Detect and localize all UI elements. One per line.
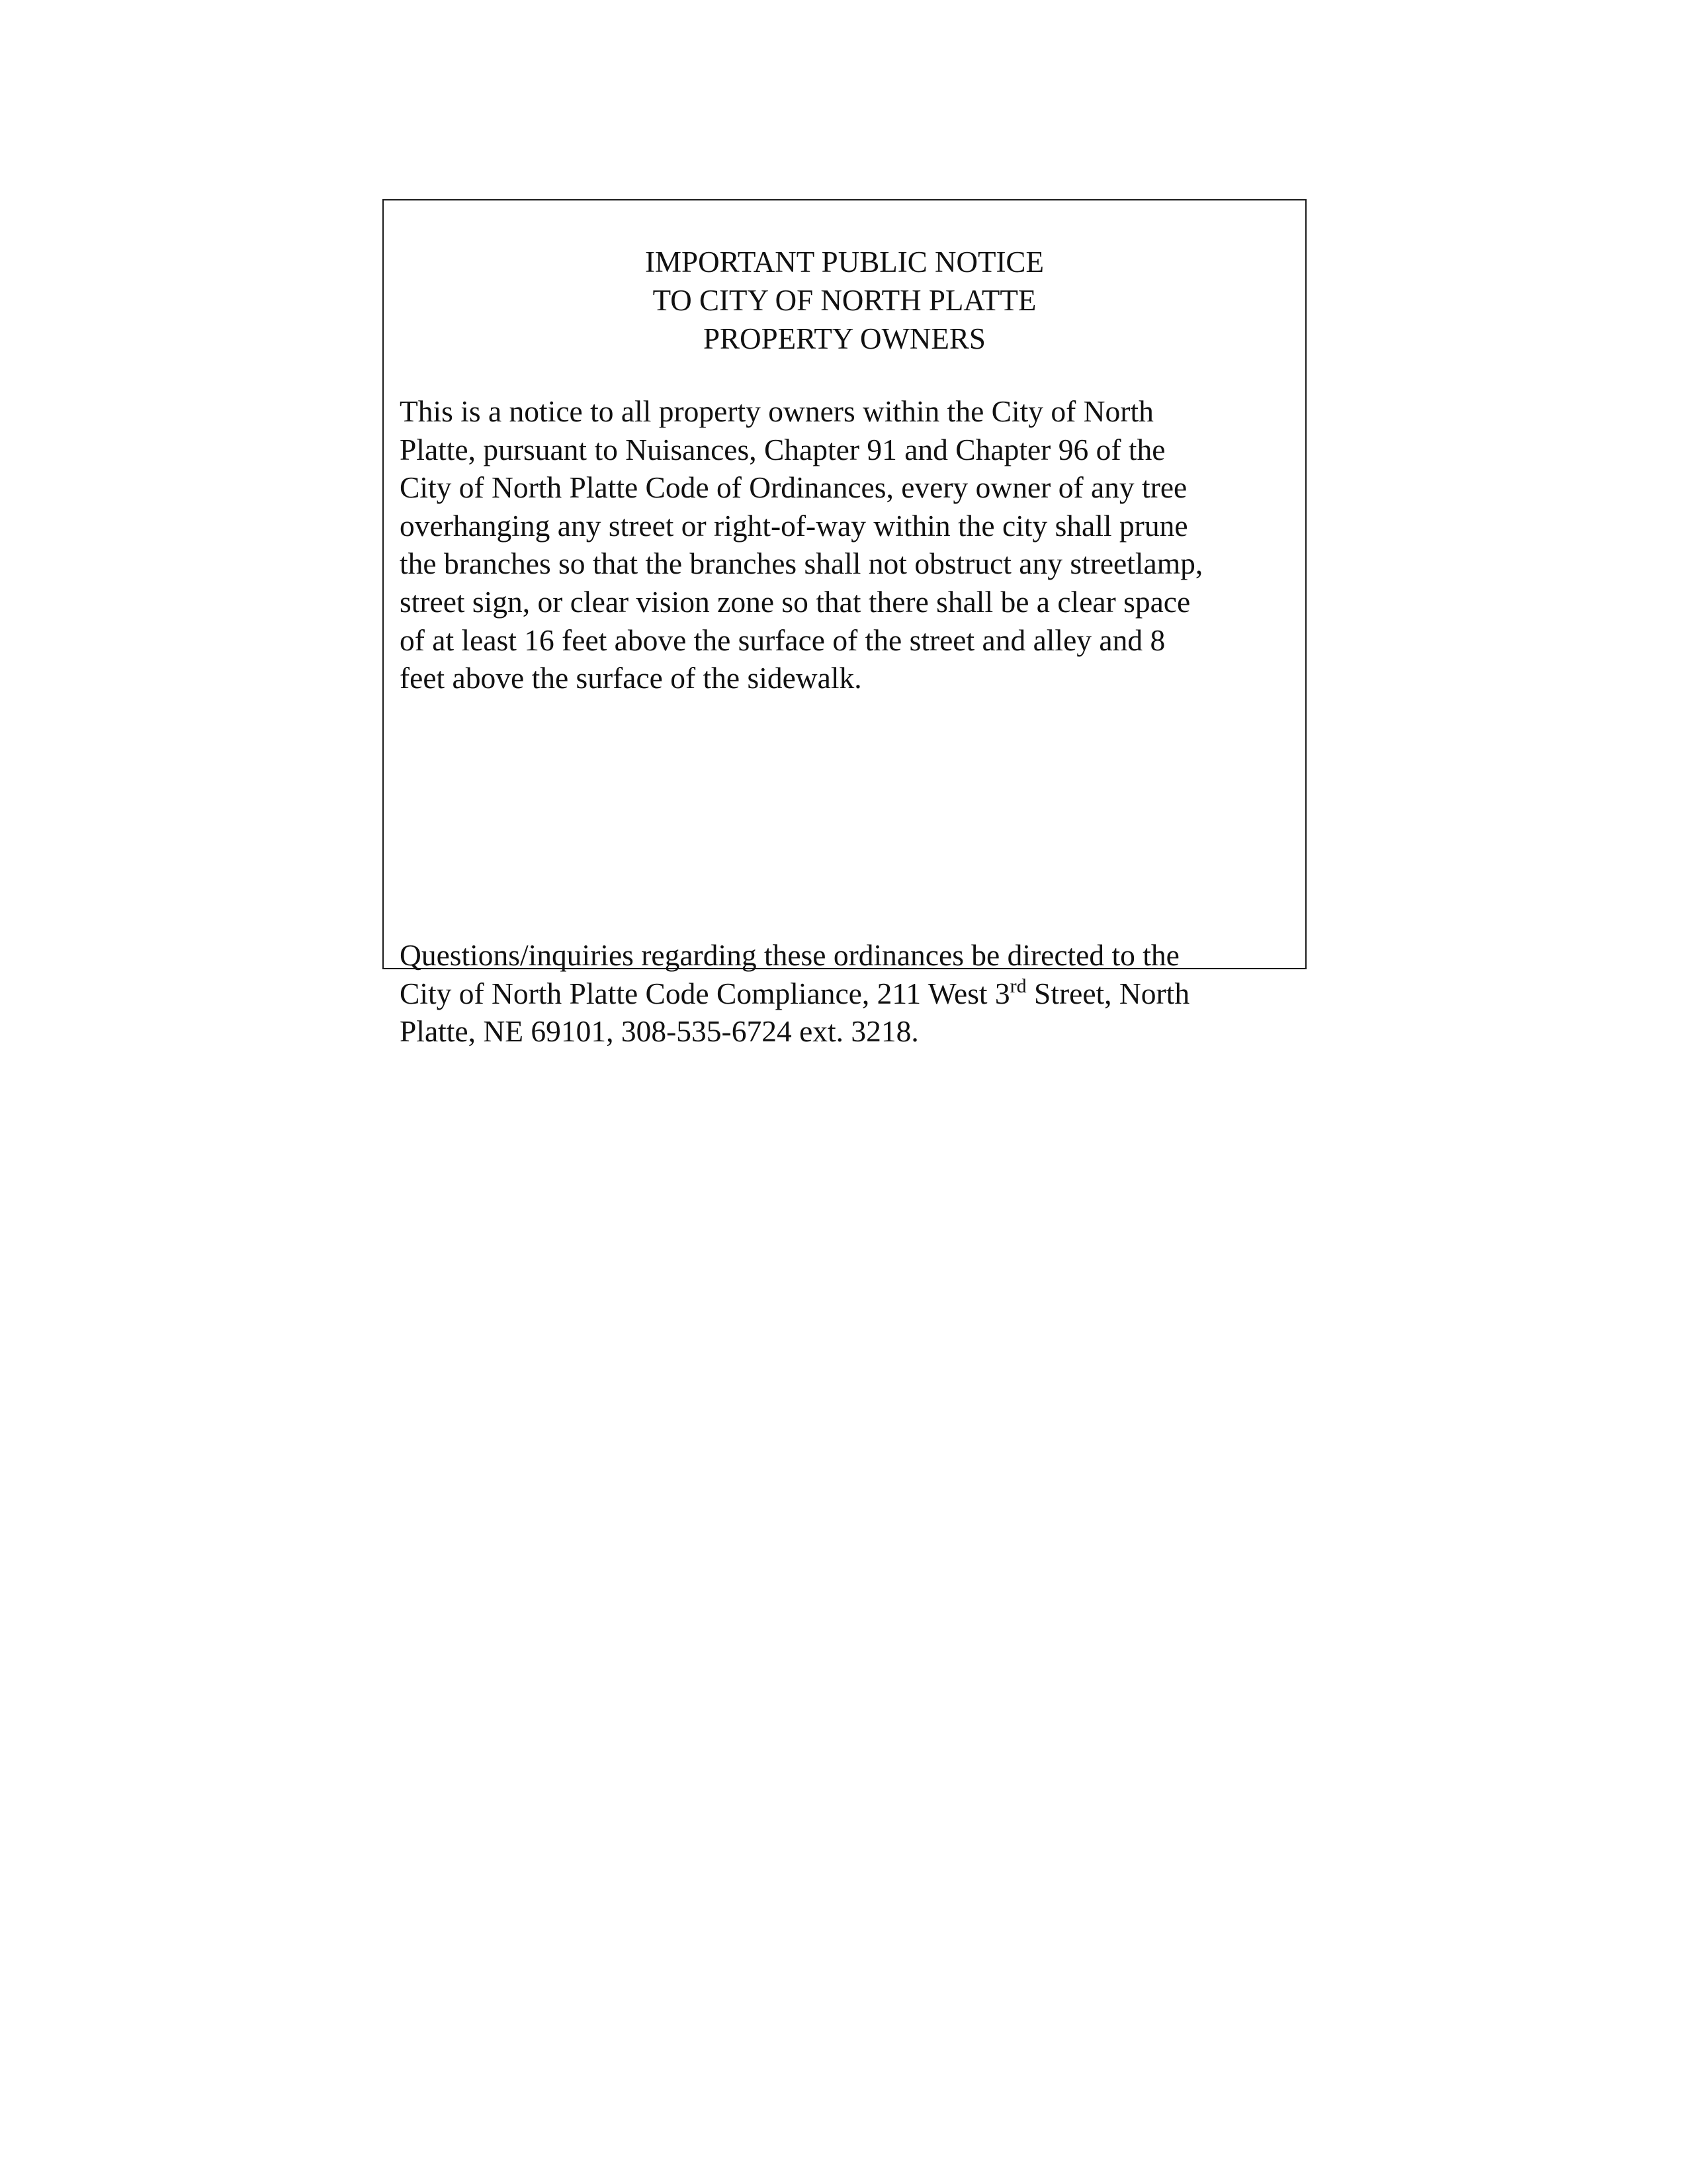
notice-heading xyxy=(384,243,1305,358)
paragraph-line: the branches so that the branches shall not obstruct any streetlamp, xyxy=(400,546,1203,581)
heading-line-1: IMPORTANT PUBLIC NOTICE xyxy=(645,245,1044,279)
contact-address-text: City of North Platte Code Compliance, 211 West 3 xyxy=(400,976,1010,1010)
paragraph-line: This is a notice to all property owners within the City of North xyxy=(400,394,1154,428)
paragraph-line: City of North Platte Code of Ordinances, every owner of any tree xyxy=(400,470,1188,505)
contact-line-3: Platte, NE 69101, 308-535-6724 ext. 3218. xyxy=(400,1014,919,1049)
contact-paragraph xyxy=(400,936,1299,1051)
contact-line-1: Questions/inquiries regarding these ordinances be directed to the xyxy=(400,938,1180,972)
contact-line-2 xyxy=(400,975,1299,1013)
heading-line-2: TO CITY OF NORTH PLATTE xyxy=(652,284,1037,317)
paragraph-line: Platte, pursuant to Nuisances, Chapter 91 and Chapter 96 of the xyxy=(400,432,1166,466)
ordinal-suffix: rd xyxy=(1010,975,1027,997)
public-notice-box xyxy=(382,199,1307,1049)
heading-line-3: PROPERTY OWNERS xyxy=(703,322,986,355)
paragraph-line: street sign, or clear vision zone so that there shall be a clear space xyxy=(400,584,1191,619)
paragraph-line: overhanging any street or right-of-way within the city shall prune xyxy=(400,508,1188,543)
ordinance-paragraph xyxy=(400,392,1299,697)
paragraph-line: of at least 16 feet above the surface of the street and alley and 8 xyxy=(400,623,1166,657)
paragraph-line: feet above the surface of the sidewalk. xyxy=(400,661,862,695)
contact-address-text-end: Street, North xyxy=(1026,976,1190,1010)
